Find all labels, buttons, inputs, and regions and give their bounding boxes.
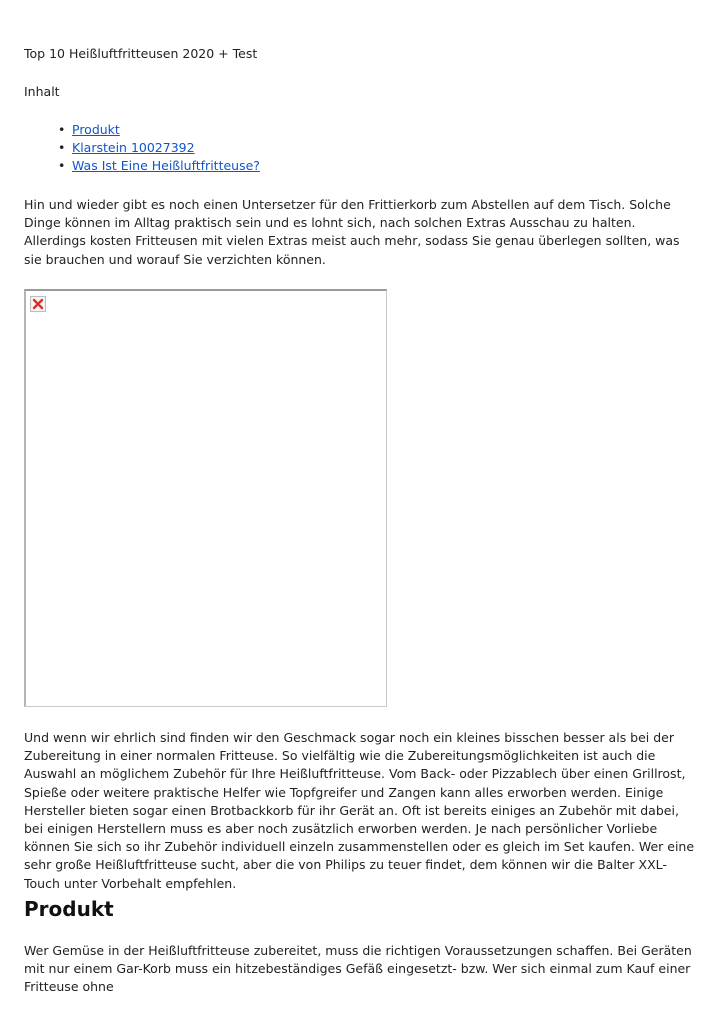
toc-label: Inhalt [24,84,60,99]
toc-link-klarstein[interactable]: Klarstein 10027392 [72,140,195,155]
broken-image-icon [30,296,46,312]
toc-item [58,139,260,157]
toc-item [58,121,260,139]
section-heading: Produkt [24,897,114,921]
toc-item [58,157,260,175]
document-title: Top 10 Heißluftfritteusen 2020 + Test [24,46,258,61]
toc-link-was-ist[interactable]: Was Ist Eine Heißluftfritteuse? [72,158,260,173]
body-paragraph: Hin und wieder gibt es noch einen Untersetzer für den Frittierkorb zum Abstellen auf dem Tisch. Solche Dinge können im Alltag praktisch sein und es lohnt sich, nach solchen Extras Ausschau zu halten. Allerdings kosten Fritteusen mit vielen Extras meist auch mehr, sodass Sie genau überlegen sollten, was sie brauchen und worauf Sie verzichten können. [24,197,680,267]
table-of-contents [58,121,260,175]
toc-link-produkt[interactable]: Produkt [72,122,120,137]
body-paragraph: Wer Gemüse in der Heißluftfritteuse zubereitet, muss die richtigen Voraussetzungen schaffen. Bei Geräten mit nur einem Gar-Korb muss ein hitzebeständiges Gefäß eingesetzt- bzw. Wer sich einmal zum Kauf einer Fritteuse ohne [24,943,692,995]
body-paragraph: Und wenn wir ehrlich sind finden wir den Geschmack sogar noch ein kleines bisschen besser als bei der Zubereitung in einer normalen Fritteuse. So vielfältig wie die Zubereitungsmöglichkeiten ist auch die Auswahl an möglichem Zubehör für Ihre Heißluftfritteuse. Vom Back- oder Pizzablech über einen Grillrost, Spieße oder weitere praktische Helfer wie Topfgreifer und Zangen kann alles erworben werden. Einige Hersteller bieten sogar einen Brotbackkorb für ihr Gerät an. Oft ist bereits einiges an Zubehör mit dabei, bei einigen Herstellern muss es aber noch zusätzlich erworben werden. Je nach persönlicher Vorliebe können Sie sich so ihr Zubehör individuell einzeln zusammenstellen oder es gleich im Set kaufen. Wer eine sehr große Heißluftfritteuse sucht, aber die von Philips zu teuer findet, dem können wir die Balter XXL-Touch unter Vorbehalt empfehlen. [24,730,695,891]
broken-image-placeholder [24,289,387,707]
